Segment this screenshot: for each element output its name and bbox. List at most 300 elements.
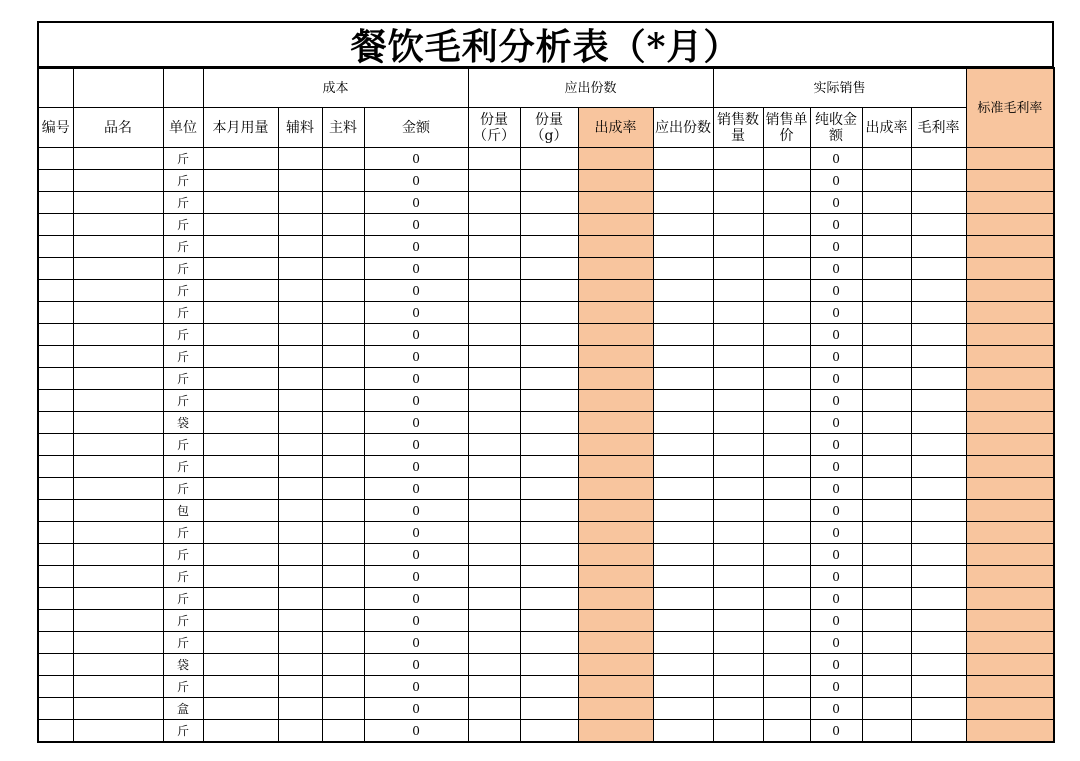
cell-net-revenue[interactable]: 0 <box>810 720 862 743</box>
cell-std-margin[interactable] <box>966 192 1054 214</box>
cell-monthly-usage[interactable] <box>203 390 278 412</box>
cell-sales-qty[interactable] <box>713 610 763 632</box>
cell-id[interactable] <box>38 390 73 412</box>
cell-std-margin[interactable] <box>966 236 1054 258</box>
cell-unit[interactable]: 斤 <box>163 544 203 566</box>
cell-expected[interactable] <box>653 720 713 743</box>
cell-monthly-usage[interactable] <box>203 676 278 698</box>
cell-name[interactable] <box>73 390 163 412</box>
cell-amount[interactable]: 0 <box>364 610 468 632</box>
cell-std-margin[interactable] <box>966 148 1054 170</box>
cell-portion-g[interactable] <box>520 346 578 368</box>
cell-std-margin[interactable] <box>966 456 1054 478</box>
cell-gross-margin[interactable] <box>911 676 966 698</box>
cell-expected[interactable] <box>653 258 713 280</box>
cell-amount[interactable]: 0 <box>364 434 468 456</box>
cell-id[interactable] <box>38 368 73 390</box>
cell-monthly-usage[interactable] <box>203 368 278 390</box>
cell-std-margin[interactable] <box>966 390 1054 412</box>
cell-monthly-usage[interactable] <box>203 456 278 478</box>
cell-expected[interactable] <box>653 456 713 478</box>
cell-amount[interactable]: 0 <box>364 192 468 214</box>
cell-expected[interactable] <box>653 236 713 258</box>
cell-sales-qty[interactable] <box>713 412 763 434</box>
cell-net-revenue[interactable]: 0 <box>810 610 862 632</box>
cell-name[interactable] <box>73 478 163 500</box>
cell-net-revenue[interactable]: 0 <box>810 456 862 478</box>
cell-sales-qty[interactable] <box>713 346 763 368</box>
cell-amount[interactable]: 0 <box>364 478 468 500</box>
cell-yield-rate[interactable] <box>578 390 653 412</box>
cell-gross-margin[interactable] <box>911 368 966 390</box>
cell-yield-rate[interactable] <box>578 434 653 456</box>
cell-std-margin[interactable] <box>966 214 1054 236</box>
cell-unit-price[interactable] <box>763 368 810 390</box>
cell-expected[interactable] <box>653 148 713 170</box>
cell-amount[interactable]: 0 <box>364 368 468 390</box>
cell-std-margin[interactable] <box>966 522 1054 544</box>
cell-gross-margin[interactable] <box>911 610 966 632</box>
cell-unit[interactable]: 斤 <box>163 192 203 214</box>
cell-unit-price[interactable] <box>763 588 810 610</box>
cell-aux[interactable] <box>278 302 322 324</box>
cell-name[interactable] <box>73 632 163 654</box>
cell-main[interactable] <box>322 412 364 434</box>
cell-expected[interactable] <box>653 280 713 302</box>
cell-main[interactable] <box>322 676 364 698</box>
cell-expected[interactable] <box>653 302 713 324</box>
cell-yield-rate[interactable] <box>578 214 653 236</box>
cell-net-revenue[interactable]: 0 <box>810 412 862 434</box>
cell-actual-yield[interactable] <box>862 236 911 258</box>
cell-id[interactable] <box>38 632 73 654</box>
cell-id[interactable] <box>38 478 73 500</box>
cell-yield-rate[interactable] <box>578 720 653 743</box>
cell-portion-jin[interactable] <box>468 632 520 654</box>
cell-unit[interactable]: 斤 <box>163 302 203 324</box>
cell-amount[interactable]: 0 <box>364 280 468 302</box>
cell-monthly-usage[interactable] <box>203 346 278 368</box>
cell-portion-jin[interactable] <box>468 654 520 676</box>
cell-sales-qty[interactable] <box>713 720 763 743</box>
cell-yield-rate[interactable] <box>578 456 653 478</box>
cell-monthly-usage[interactable] <box>203 698 278 720</box>
cell-portion-jin[interactable] <box>468 588 520 610</box>
cell-name[interactable] <box>73 214 163 236</box>
cell-unit[interactable]: 斤 <box>163 588 203 610</box>
cell-unit[interactable]: 斤 <box>163 478 203 500</box>
cell-id[interactable] <box>38 236 73 258</box>
cell-name[interactable] <box>73 192 163 214</box>
cell-aux[interactable] <box>278 544 322 566</box>
cell-gross-margin[interactable] <box>911 412 966 434</box>
cell-yield-rate[interactable] <box>578 632 653 654</box>
cell-name[interactable] <box>73 170 163 192</box>
cell-expected[interactable] <box>653 192 713 214</box>
cell-monthly-usage[interactable] <box>203 610 278 632</box>
cell-portion-jin[interactable] <box>468 236 520 258</box>
cell-gross-margin[interactable] <box>911 390 966 412</box>
cell-portion-g[interactable] <box>520 302 578 324</box>
cell-unit-price[interactable] <box>763 412 810 434</box>
cell-id[interactable] <box>38 456 73 478</box>
cell-sales-qty[interactable] <box>713 324 763 346</box>
cell-portion-jin[interactable] <box>468 280 520 302</box>
cell-actual-yield[interactable] <box>862 654 911 676</box>
cell-amount[interactable]: 0 <box>364 412 468 434</box>
cell-expected[interactable] <box>653 434 713 456</box>
cell-expected[interactable] <box>653 588 713 610</box>
cell-yield-rate[interactable] <box>578 368 653 390</box>
cell-main[interactable] <box>322 280 364 302</box>
cell-portion-g[interactable] <box>520 632 578 654</box>
cell-actual-yield[interactable] <box>862 368 911 390</box>
cell-sales-qty[interactable] <box>713 434 763 456</box>
cell-portion-jin[interactable] <box>468 192 520 214</box>
cell-yield-rate[interactable] <box>578 566 653 588</box>
cell-expected[interactable] <box>653 214 713 236</box>
cell-main[interactable] <box>322 214 364 236</box>
cell-name[interactable] <box>73 588 163 610</box>
cell-expected[interactable] <box>653 610 713 632</box>
cell-main[interactable] <box>322 192 364 214</box>
cell-unit-price[interactable] <box>763 500 810 522</box>
cell-net-revenue[interactable]: 0 <box>810 478 862 500</box>
cell-monthly-usage[interactable] <box>203 632 278 654</box>
cell-unit[interactable]: 斤 <box>163 676 203 698</box>
cell-std-margin[interactable] <box>966 676 1054 698</box>
cell-main[interactable] <box>322 456 364 478</box>
cell-net-revenue[interactable]: 0 <box>810 434 862 456</box>
cell-actual-yield[interactable] <box>862 610 911 632</box>
cell-monthly-usage[interactable] <box>203 148 278 170</box>
cell-amount[interactable]: 0 <box>364 148 468 170</box>
cell-amount[interactable]: 0 <box>364 346 468 368</box>
cell-unit-price[interactable] <box>763 544 810 566</box>
cell-id[interactable] <box>38 324 73 346</box>
cell-main[interactable] <box>322 148 364 170</box>
cell-gross-margin[interactable] <box>911 192 966 214</box>
cell-net-revenue[interactable]: 0 <box>810 280 862 302</box>
cell-actual-yield[interactable] <box>862 412 911 434</box>
cell-actual-yield[interactable] <box>862 720 911 743</box>
cell-actual-yield[interactable] <box>862 456 911 478</box>
cell-gross-margin[interactable] <box>911 500 966 522</box>
cell-main[interactable] <box>322 324 364 346</box>
cell-std-margin[interactable] <box>966 654 1054 676</box>
cell-portion-g[interactable] <box>520 478 578 500</box>
cell-unit[interactable]: 斤 <box>163 566 203 588</box>
cell-main[interactable] <box>322 390 364 412</box>
cell-actual-yield[interactable] <box>862 302 911 324</box>
cell-portion-jin[interactable] <box>468 566 520 588</box>
cell-monthly-usage[interactable] <box>203 566 278 588</box>
cell-aux[interactable] <box>278 566 322 588</box>
cell-amount[interactable]: 0 <box>364 720 468 743</box>
cell-main[interactable] <box>322 588 364 610</box>
cell-std-margin[interactable] <box>966 544 1054 566</box>
cell-net-revenue[interactable]: 0 <box>810 390 862 412</box>
cell-id[interactable] <box>38 544 73 566</box>
cell-std-margin[interactable] <box>966 720 1054 743</box>
cell-actual-yield[interactable] <box>862 258 911 280</box>
cell-unit[interactable]: 斤 <box>163 214 203 236</box>
cell-net-revenue[interactable]: 0 <box>810 676 862 698</box>
cell-aux[interactable] <box>278 522 322 544</box>
cell-unit-price[interactable] <box>763 610 810 632</box>
cell-yield-rate[interactable] <box>578 324 653 346</box>
cell-unit-price[interactable] <box>763 522 810 544</box>
cell-yield-rate[interactable] <box>578 280 653 302</box>
cell-name[interactable] <box>73 148 163 170</box>
cell-yield-rate[interactable] <box>578 148 653 170</box>
cell-unit[interactable]: 斤 <box>163 280 203 302</box>
cell-amount[interactable]: 0 <box>364 522 468 544</box>
cell-std-margin[interactable] <box>966 324 1054 346</box>
cell-std-margin[interactable] <box>966 478 1054 500</box>
cell-std-margin[interactable] <box>966 588 1054 610</box>
cell-unit[interactable]: 斤 <box>163 324 203 346</box>
cell-actual-yield[interactable] <box>862 324 911 346</box>
cell-gross-margin[interactable] <box>911 632 966 654</box>
cell-main[interactable] <box>322 720 364 743</box>
cell-gross-margin[interactable] <box>911 456 966 478</box>
cell-amount[interactable]: 0 <box>364 588 468 610</box>
cell-main[interactable] <box>322 258 364 280</box>
cell-expected[interactable] <box>653 522 713 544</box>
cell-portion-g[interactable] <box>520 566 578 588</box>
cell-unit[interactable]: 包 <box>163 500 203 522</box>
cell-unit[interactable]: 斤 <box>163 610 203 632</box>
cell-unit[interactable]: 斤 <box>163 456 203 478</box>
cell-amount[interactable]: 0 <box>364 390 468 412</box>
cell-std-margin[interactable] <box>966 258 1054 280</box>
cell-yield-rate[interactable] <box>578 500 653 522</box>
cell-id[interactable] <box>38 698 73 720</box>
cell-name[interactable] <box>73 654 163 676</box>
cell-name[interactable] <box>73 412 163 434</box>
cell-aux[interactable] <box>278 412 322 434</box>
cell-portion-g[interactable] <box>520 214 578 236</box>
cell-main[interactable] <box>322 302 364 324</box>
cell-portion-g[interactable] <box>520 390 578 412</box>
cell-id[interactable] <box>38 170 73 192</box>
cell-unit[interactable]: 斤 <box>163 258 203 280</box>
cell-unit[interactable]: 斤 <box>163 368 203 390</box>
cell-main[interactable] <box>322 654 364 676</box>
cell-expected[interactable] <box>653 654 713 676</box>
cell-yield-rate[interactable] <box>578 412 653 434</box>
cell-name[interactable] <box>73 720 163 743</box>
cell-portion-g[interactable] <box>520 280 578 302</box>
cell-aux[interactable] <box>278 698 322 720</box>
cell-std-margin[interactable] <box>966 500 1054 522</box>
cell-yield-rate[interactable] <box>578 522 653 544</box>
cell-sales-qty[interactable] <box>713 632 763 654</box>
cell-yield-rate[interactable] <box>578 346 653 368</box>
cell-unit-price[interactable] <box>763 698 810 720</box>
cell-portion-g[interactable] <box>520 654 578 676</box>
cell-monthly-usage[interactable] <box>203 214 278 236</box>
cell-monthly-usage[interactable] <box>203 654 278 676</box>
cell-gross-margin[interactable] <box>911 544 966 566</box>
cell-name[interactable] <box>73 500 163 522</box>
cell-id[interactable] <box>38 588 73 610</box>
cell-net-revenue[interactable]: 0 <box>810 148 862 170</box>
cell-expected[interactable] <box>653 478 713 500</box>
cell-aux[interactable] <box>278 390 322 412</box>
cell-main[interactable] <box>322 346 364 368</box>
cell-gross-margin[interactable] <box>911 566 966 588</box>
cell-unit-price[interactable] <box>763 170 810 192</box>
cell-id[interactable] <box>38 566 73 588</box>
cell-actual-yield[interactable] <box>862 676 911 698</box>
cell-sales-qty[interactable] <box>713 148 763 170</box>
cell-aux[interactable] <box>278 434 322 456</box>
cell-actual-yield[interactable] <box>862 192 911 214</box>
cell-monthly-usage[interactable] <box>203 258 278 280</box>
cell-std-margin[interactable] <box>966 610 1054 632</box>
cell-unit-price[interactable] <box>763 346 810 368</box>
cell-portion-g[interactable] <box>520 500 578 522</box>
cell-std-margin[interactable] <box>966 346 1054 368</box>
cell-aux[interactable] <box>278 148 322 170</box>
cell-main[interactable] <box>322 368 364 390</box>
cell-net-revenue[interactable]: 0 <box>810 258 862 280</box>
cell-sales-qty[interactable] <box>713 236 763 258</box>
cell-unit-price[interactable] <box>763 192 810 214</box>
cell-actual-yield[interactable] <box>862 148 911 170</box>
cell-std-margin[interactable] <box>966 412 1054 434</box>
cell-actual-yield[interactable] <box>862 280 911 302</box>
cell-gross-margin[interactable] <box>911 478 966 500</box>
cell-sales-qty[interactable] <box>713 192 763 214</box>
cell-main[interactable] <box>322 170 364 192</box>
cell-portion-g[interactable] <box>520 610 578 632</box>
cell-amount[interactable]: 0 <box>364 500 468 522</box>
cell-name[interactable] <box>73 544 163 566</box>
cell-monthly-usage[interactable] <box>203 478 278 500</box>
cell-main[interactable] <box>322 566 364 588</box>
cell-aux[interactable] <box>278 478 322 500</box>
cell-sales-qty[interactable] <box>713 500 763 522</box>
cell-portion-jin[interactable] <box>468 522 520 544</box>
cell-portion-jin[interactable] <box>468 346 520 368</box>
cell-gross-margin[interactable] <box>911 346 966 368</box>
cell-monthly-usage[interactable] <box>203 434 278 456</box>
cell-name[interactable] <box>73 522 163 544</box>
cell-id[interactable] <box>38 214 73 236</box>
cell-unit-price[interactable] <box>763 456 810 478</box>
cell-unit[interactable]: 袋 <box>163 654 203 676</box>
cell-yield-rate[interactable] <box>578 698 653 720</box>
cell-gross-margin[interactable] <box>911 522 966 544</box>
cell-yield-rate[interactable] <box>578 170 653 192</box>
cell-monthly-usage[interactable] <box>203 302 278 324</box>
cell-sales-qty[interactable] <box>713 302 763 324</box>
cell-net-revenue[interactable]: 0 <box>810 654 862 676</box>
cell-portion-jin[interactable] <box>468 214 520 236</box>
cell-amount[interactable]: 0 <box>364 566 468 588</box>
cell-std-margin[interactable] <box>966 170 1054 192</box>
cell-actual-yield[interactable] <box>862 478 911 500</box>
cell-net-revenue[interactable]: 0 <box>810 500 862 522</box>
cell-monthly-usage[interactable] <box>203 588 278 610</box>
cell-amount[interactable]: 0 <box>364 258 468 280</box>
cell-actual-yield[interactable] <box>862 500 911 522</box>
cell-gross-margin[interactable] <box>911 588 966 610</box>
cell-std-margin[interactable] <box>966 434 1054 456</box>
cell-unit-price[interactable] <box>763 390 810 412</box>
cell-expected[interactable] <box>653 632 713 654</box>
cell-std-margin[interactable] <box>966 698 1054 720</box>
cell-yield-rate[interactable] <box>578 654 653 676</box>
cell-portion-jin[interactable] <box>468 478 520 500</box>
cell-aux[interactable] <box>278 720 322 743</box>
cell-monthly-usage[interactable] <box>203 192 278 214</box>
cell-aux[interactable] <box>278 346 322 368</box>
cell-main[interactable] <box>322 478 364 500</box>
cell-expected[interactable] <box>653 368 713 390</box>
cell-amount[interactable]: 0 <box>364 214 468 236</box>
cell-net-revenue[interactable]: 0 <box>810 236 862 258</box>
cell-sales-qty[interactable] <box>713 676 763 698</box>
cell-std-margin[interactable] <box>966 566 1054 588</box>
cell-portion-g[interactable] <box>520 324 578 346</box>
cell-monthly-usage[interactable] <box>203 170 278 192</box>
cell-amount[interactable]: 0 <box>364 302 468 324</box>
cell-expected[interactable] <box>653 566 713 588</box>
cell-unit-price[interactable] <box>763 654 810 676</box>
cell-actual-yield[interactable] <box>862 544 911 566</box>
cell-portion-jin[interactable] <box>468 258 520 280</box>
cell-unit[interactable]: 斤 <box>163 390 203 412</box>
cell-name[interactable] <box>73 258 163 280</box>
cell-aux[interactable] <box>278 610 322 632</box>
cell-sales-qty[interactable] <box>713 280 763 302</box>
cell-portion-jin[interactable] <box>468 324 520 346</box>
cell-gross-margin[interactable] <box>911 236 966 258</box>
cell-portion-jin[interactable] <box>468 720 520 743</box>
cell-net-revenue[interactable]: 0 <box>810 302 862 324</box>
cell-yield-rate[interactable] <box>578 236 653 258</box>
cell-aux[interactable] <box>278 368 322 390</box>
cell-aux[interactable] <box>278 214 322 236</box>
cell-name[interactable] <box>73 236 163 258</box>
cell-gross-margin[interactable] <box>911 698 966 720</box>
cell-monthly-usage[interactable] <box>203 522 278 544</box>
cell-expected[interactable] <box>653 544 713 566</box>
cell-net-revenue[interactable]: 0 <box>810 346 862 368</box>
cell-std-margin[interactable] <box>966 280 1054 302</box>
cell-portion-g[interactable] <box>520 522 578 544</box>
cell-portion-jin[interactable] <box>468 544 520 566</box>
cell-unit[interactable]: 斤 <box>163 236 203 258</box>
cell-portion-g[interactable] <box>520 236 578 258</box>
cell-net-revenue[interactable]: 0 <box>810 214 862 236</box>
cell-unit-price[interactable] <box>763 478 810 500</box>
cell-aux[interactable] <box>278 236 322 258</box>
cell-name[interactable] <box>73 324 163 346</box>
cell-yield-rate[interactable] <box>578 478 653 500</box>
cell-aux[interactable] <box>278 280 322 302</box>
cell-id[interactable] <box>38 654 73 676</box>
cell-name[interactable] <box>73 434 163 456</box>
cell-sales-qty[interactable] <box>713 544 763 566</box>
cell-net-revenue[interactable]: 0 <box>810 698 862 720</box>
cell-yield-rate[interactable] <box>578 258 653 280</box>
cell-std-margin[interactable] <box>966 302 1054 324</box>
